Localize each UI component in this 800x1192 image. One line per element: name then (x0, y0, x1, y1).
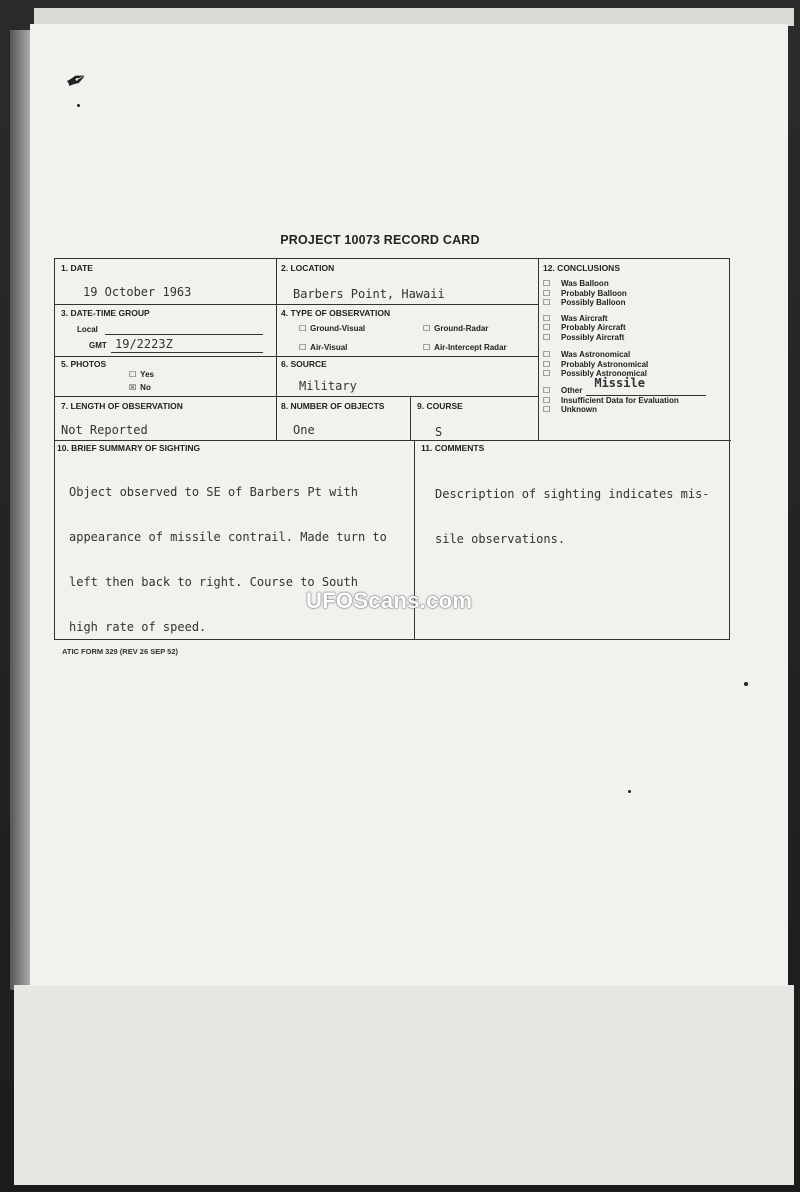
course-label: 9. COURSE (417, 401, 463, 411)
conclusion-label: Was Balloon (561, 279, 609, 288)
length-of-observation-label: 7. LENGTH OF OBSERVATION (61, 401, 183, 411)
photos-yes-option (129, 370, 154, 379)
checkbox-icon: ☐ (543, 395, 551, 405)
record-card (54, 258, 730, 640)
conclusion-option (543, 323, 731, 333)
course-cell (411, 397, 539, 441)
form-number: ATIC FORM 329 (REV 26 SEP 52) (62, 647, 179, 656)
location-label: 2. LOCATION (281, 263, 335, 273)
conclusion-label: Probably Balloon (561, 288, 627, 298)
conclusion-option (543, 360, 731, 370)
location-cell (277, 259, 539, 305)
checkbox-icon: ☐ (543, 313, 551, 323)
checkbox-icon: ☐ (423, 343, 431, 352)
ground-radar-option (423, 324, 488, 333)
air-visual-label: Air-Visual (310, 343, 348, 352)
checkbox-icon: ☐ (543, 288, 551, 298)
conclusion-option (543, 396, 731, 406)
source-label: 6. SOURCE (281, 359, 327, 369)
checkbox-icon: ☐ (423, 324, 431, 333)
conclusion-label: Possibly Balloon (561, 298, 626, 307)
type-of-observation-cell (277, 305, 539, 357)
ground-radar-label: Ground-Radar (434, 324, 489, 333)
type-of-observation-label: 4. TYPE OF OBSERVATION (281, 308, 391, 318)
summary-line: high rate of speed. (69, 620, 207, 634)
conclusion-option (543, 298, 731, 308)
number-of-objects-value: One (293, 423, 315, 437)
summary-label: 10. BRIEF SUMMARY OF SIGHTING (57, 443, 201, 453)
summary-text (69, 455, 387, 665)
conclusion-option (543, 279, 731, 289)
comments-text (435, 457, 710, 577)
checkbox-icon: ☐ (543, 369, 551, 378)
aircraft-group (543, 314, 731, 343)
gmt-value: 19/2223Z (115, 337, 173, 351)
other-label: Other (561, 386, 583, 395)
conclusion-option (543, 350, 731, 360)
summary-line: Object observed to SE of Barbers Pt with (69, 485, 358, 499)
length-of-observation-value: Not Reported (61, 423, 148, 437)
date-label: 1. DATE (61, 263, 93, 273)
checkbox-icon: ☐ (543, 386, 551, 395)
conclusion-option (543, 333, 731, 343)
checkbox-icon: ☐ (543, 279, 551, 288)
ground-visual-option (299, 324, 365, 333)
conclusion-label: Was Aircraft (561, 313, 608, 323)
air-intercept-radar-label: Air-Intercept Radar (434, 343, 507, 352)
checkbox-icon: ☐ (543, 323, 551, 332)
source-cell (277, 357, 539, 397)
conclusion-option (543, 405, 731, 415)
gmt-line (111, 352, 263, 353)
summary-line: appearance of missile contrail. Made turn to (69, 530, 387, 544)
dust-speck (744, 682, 748, 686)
checkbox-icon: ☐ (543, 405, 551, 414)
checkbox-icon: ☐ (543, 298, 551, 307)
ground-visual-label: Ground-Visual (310, 324, 366, 333)
conclusion-option (543, 289, 731, 299)
date-cell (55, 259, 277, 305)
summary-line: left then back to right. Course to South (69, 575, 358, 589)
conclusion-label: Was Astronomical (561, 350, 631, 359)
conclusion-label: Probably Astronomical (561, 359, 649, 369)
comments-line: sile observations. (435, 532, 566, 546)
gmt-label: GMT (89, 341, 107, 350)
comments-line: Description of sighting indicates mis- (435, 487, 710, 501)
other-value: Missile (594, 375, 645, 390)
number-of-objects-cell (277, 397, 411, 441)
local-time-label: Local (77, 325, 98, 334)
comments-label: 11. COMMENTS (421, 443, 485, 453)
photos-cell (55, 357, 277, 397)
watermark: UFOScans.com (306, 588, 473, 613)
air-visual-option (299, 343, 347, 352)
card-title: PROJECT 10073 RECORD CARD (280, 233, 480, 247)
dust-speck (628, 790, 631, 793)
astronomical-group (543, 350, 731, 379)
date-value: 19 October 1963 (83, 285, 192, 299)
course-value: S (435, 425, 443, 439)
conclusions-block (543, 263, 731, 415)
conclusion-other-option (543, 375, 731, 396)
source-value: Military (299, 379, 357, 393)
location-value: Barbers Point, Hawaii (293, 287, 445, 301)
underlying-sheet (14, 985, 794, 1185)
dust-speck (77, 104, 80, 107)
other-line (586, 375, 706, 396)
checkbox-icon: ☐ (129, 370, 137, 379)
date-time-group-cell (55, 305, 277, 357)
conclusion-option (543, 314, 731, 324)
air-intercept-radar-option (423, 343, 507, 352)
local-time-line (105, 334, 263, 335)
conclusion-label: Insufficient Data for Evaluation (561, 395, 679, 405)
conclusion-label: Possibly Astronomical (561, 369, 647, 378)
conclusion-label: Unknown (561, 405, 597, 414)
conclusion-label: Probably Aircraft (561, 323, 626, 332)
checkbox-icon: ☐ (543, 350, 551, 359)
photos-label: 5. PHOTOS (61, 359, 107, 369)
length-of-observation-cell (55, 397, 277, 441)
date-time-group-label: 3. DATE-TIME GROUP (61, 308, 150, 318)
photos-no-option (129, 383, 151, 392)
conclusions-label: 12. CONCLUSIONS (543, 263, 620, 273)
checkbox-icon: ☐ (299, 343, 307, 352)
checked-box-icon: ☒ (129, 383, 137, 392)
balloon-group (543, 279, 731, 308)
photos-yes-label: Yes (140, 370, 154, 379)
checkbox-icon: ☐ (543, 332, 551, 342)
number-of-objects-label: 8. NUMBER OF OBJECTS (281, 401, 385, 411)
checkbox-icon: ☐ (543, 359, 551, 369)
conclusion-label: Possibly Aircraft (561, 332, 625, 342)
checkbox-icon: ☐ (299, 324, 307, 333)
ink-blot-icon: ✒ (60, 62, 94, 100)
photos-no-label: No (140, 383, 151, 392)
